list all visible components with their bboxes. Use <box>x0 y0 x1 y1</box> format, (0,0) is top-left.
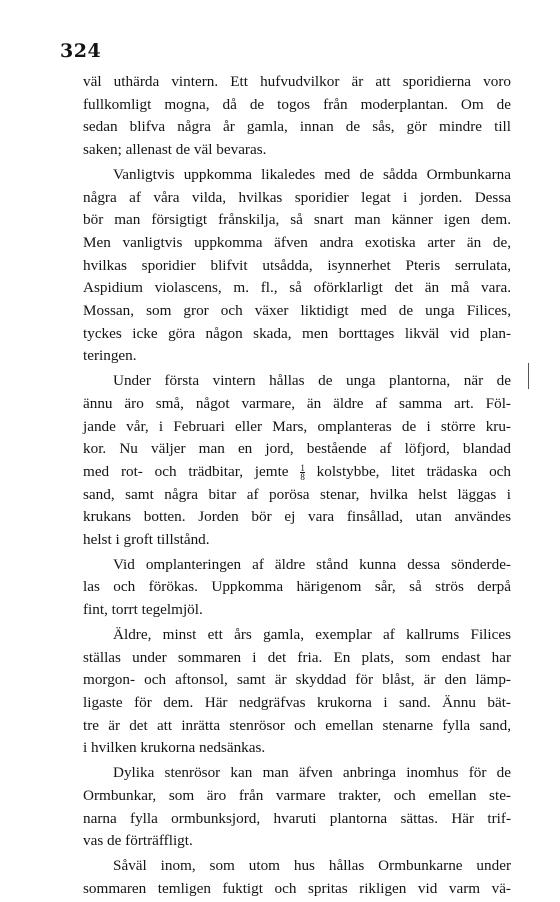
margin-mark <box>528 363 529 389</box>
text-line: fint, torrt tegelmjöl. <box>83 601 203 619</box>
text-line: Ormbunkar, som äro från varmare trakter, och emellan ste- <box>83 786 511 804</box>
text-line: kor. Nu väljer man en jord, bestående af löfjord, blandad <box>83 440 511 458</box>
text-line: helst i groft tillstånd. <box>83 531 210 549</box>
text-line: ställas under sommaren i det fria. En plats, som endast har <box>83 648 511 666</box>
fraction-numerator: 1 <box>300 462 305 473</box>
text-line: sommaren temligen fuktigt och spritas rikligen vid varm vä- <box>83 879 511 897</box>
text-line: krukans botten. Jorden bör ej vara finsållad, utan användes <box>83 508 511 526</box>
text-segment: med rot- och trädbitar, jemte <box>83 462 289 480</box>
fraction <box>300 464 305 481</box>
text-line: Såväl inom, som utom hus hållas Ormbunkarne under <box>113 856 511 874</box>
text-line: Men vanligtvis uppkomma äfven andra exotiska arter än de, <box>83 233 511 251</box>
text-line-with-fraction <box>83 461 511 484</box>
text-line: Dylika stenrösor kan man äfven anbringa inomhus för de <box>113 764 511 782</box>
text-line: las och förökas. Uppkomma härigenom sår, så strös derpå <box>83 578 511 596</box>
text-line: ännu äro små, något varmare, än äldre af samma art. Föl- <box>83 394 511 412</box>
paragraph-2 <box>83 164 511 368</box>
text-line: tre är det att inrätta stenrösor och emellan stenarne fylla sand, <box>83 716 511 734</box>
paragraph-4 <box>83 554 511 622</box>
text-line: Mossan, som gror och växer liktidigt med de unga Filices, <box>83 302 511 320</box>
paragraph-6 <box>83 762 511 853</box>
text-line: morgon- och aftonsol, samt är skyddad för blåst, är den lämp- <box>83 671 511 689</box>
text-line: Under första vintern hållas de unga plantorna, när de <box>113 372 511 390</box>
page-number: 324 <box>60 40 102 62</box>
text-line: narna fylla ormbunksjord, hvaruti plantorna sättas. Här trif- <box>83 809 511 827</box>
text-line: i hvilken krukorna nedsänkas. <box>83 739 266 757</box>
text-line: några af våra vilda, hvilkas sporidier legat i jorden. Dessa <box>83 188 511 206</box>
body-text <box>83 71 511 902</box>
paragraph-1 <box>83 71 511 162</box>
text-line: fullkomligt mogna, då de togos från moderplantan. Om de <box>83 95 511 113</box>
text-line: bör man försigtigt frånskilja, så snart man känner igen dem. <box>83 211 511 229</box>
fraction-denominator: 8 <box>300 471 305 482</box>
text-line: väl uthärda vintern. Ett hufvudvilkor är att sporidierna voro <box>83 73 511 90</box>
text-line: Vid omplanteringen af äldre stånd kunna dessa sönderde- <box>113 555 511 573</box>
text-line: jande vår, i Februari eller Mars, omplanteras de i större kru- <box>83 417 511 435</box>
text-line: Äldre, minst ett års gamla, exemplar af kallrums Filices <box>113 625 511 643</box>
text-line: sand, samt några bitar af porösa stenar, hvilka helst läggas i <box>83 485 511 503</box>
text-line: vas de förträffligt. <box>83 832 193 850</box>
text-line: ligaste för dem. Här nedgräfvas krukorna i sand. Ännu bät- <box>83 693 511 711</box>
text-segment: kolstybbe, litet trädaska och <box>316 462 511 480</box>
text-line: sedan blifva några år gamla, innan de sås, gör mindre till <box>83 118 511 136</box>
paragraph-3 <box>83 370 511 552</box>
text-line: saken; allenast de väl bevaras. <box>83 141 267 159</box>
text-line: teringen. <box>83 347 137 365</box>
text-line: tyckes icke göra någon skada, men borttages likväl vid plan- <box>83 324 511 342</box>
text-line: Aspidium violascens, m. fl., så oförklarligt det än må vara. <box>83 279 511 297</box>
text-line: Vanligtvis uppkomma likaledes med de sådda Ormbunkarna <box>113 165 511 183</box>
text-line: hvilkas sporidier blifvit utsådda, isynnerhet Pteris serrulata, <box>83 256 511 274</box>
paragraph-5 <box>83 624 511 760</box>
